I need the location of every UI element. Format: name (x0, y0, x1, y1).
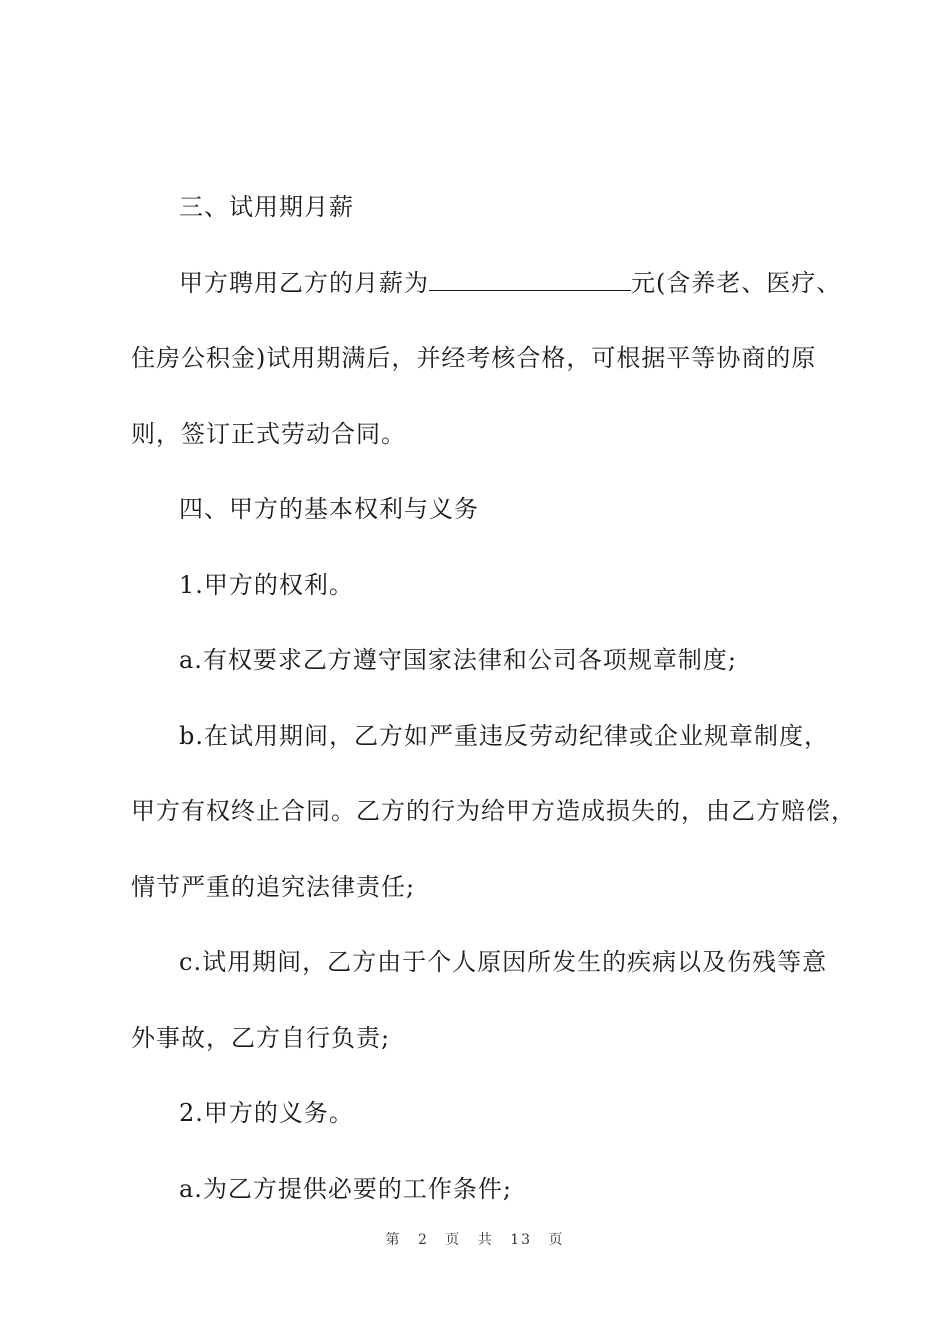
document-body (131, 170, 861, 1227)
page-number-footer: 第 2 页 共 13 页 (385, 1232, 565, 1248)
salary-amount-blank (429, 270, 631, 291)
rights-item-b-line-3: 情节严重的追究法律责任; (131, 872, 416, 901)
duties-item-a: a.为乙方提供必要的工作条件; (179, 1174, 513, 1203)
subheading-party-a-duties: 2.甲方的义务。 (179, 1099, 354, 1127)
section-heading-trial-salary: 三、试用期月薪 (179, 193, 354, 221)
salary-paragraph-line-1 (131, 246, 861, 322)
rights-item-b-line-2: 甲方有权终止合同。乙方的行为给甲方造成损失的，由乙方赔偿， (131, 797, 856, 825)
salary-paragraph-line-2: 住房公积金)试用期满后，并经考核合格，可根据平等协商的原 (131, 344, 817, 372)
subheading-party-a-rights: 1.甲方的权利。 (179, 570, 354, 599)
salary-text-after-blank: 元(含养老、医疗、 (631, 268, 842, 297)
rights-item-c-line-2: 外事故，乙方自行负责; (131, 1023, 391, 1052)
salary-text-before-blank: 甲方聘用乙方的月薪为 (179, 268, 429, 297)
rights-item-b-line-1: b.在试用期间，乙方如严重违反劳动纪律或企业规章制度， (179, 721, 829, 750)
section-heading-party-a-rights-duties: 四、甲方的基本权利与义务 (179, 495, 479, 523)
rights-item-c-line-1: c.试用期间，乙方由于个人原因所发生的疾病以及伤残等意 (179, 948, 828, 976)
rights-item-a: a.有权要求乙方遵守国家法律和公司各项规章制度; (179, 646, 738, 674)
salary-paragraph-line-3: 则，签订正式劳动合同。 (131, 419, 406, 448)
